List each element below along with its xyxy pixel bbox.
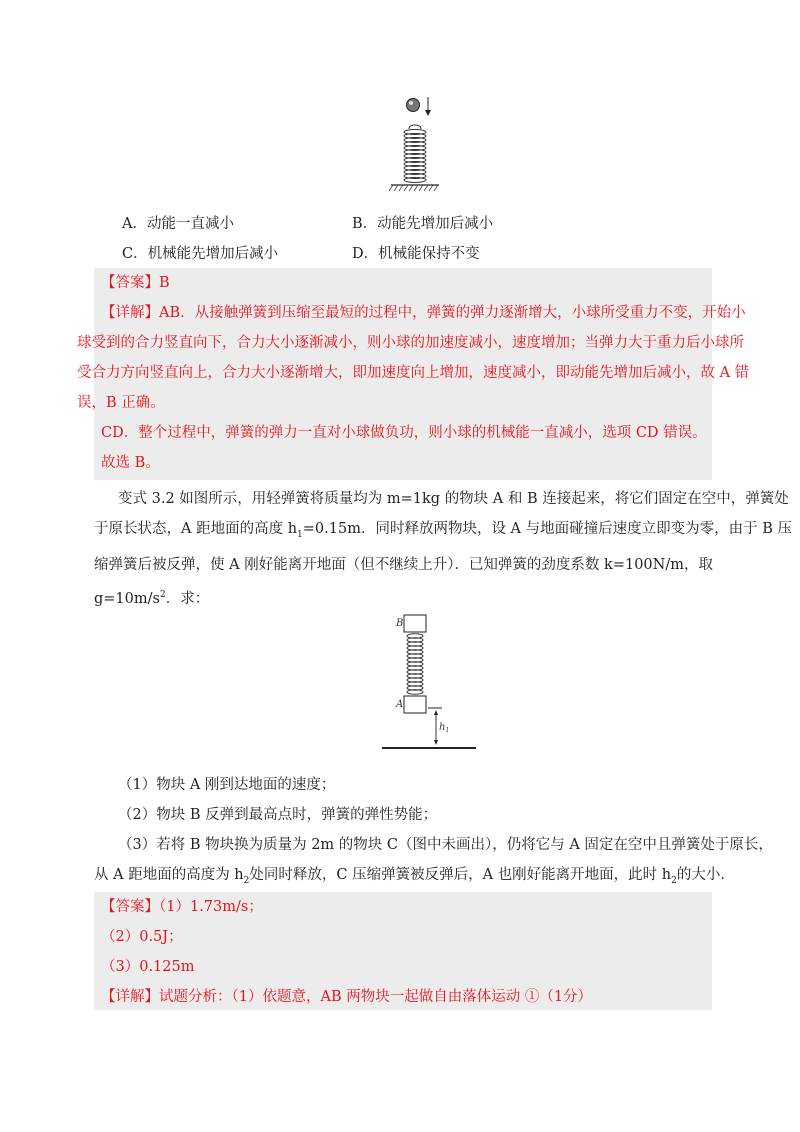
sub-question-2: （2）物块 B 反弹到最高点时，弹簧的弹性势能； bbox=[118, 807, 438, 823]
ball bbox=[407, 99, 420, 112]
block-a bbox=[404, 696, 426, 713]
detail-1-line: 受合力方向竖直向上，合力大小逐渐增大，即加速度向上增加，速度减小，即动能先增加后减小，故 A 错 bbox=[77, 365, 750, 381]
label-b: B bbox=[396, 618, 404, 629]
detail-1-line: CD．整个过程中，弹簧的弹力一直对小球做负功，则小球的机械能一直减小，选项 CD 错误。 bbox=[101, 425, 707, 441]
answer-1-label: 【答案】B bbox=[101, 275, 170, 291]
detail-1-line: 误，B 正确。 bbox=[77, 395, 165, 411]
sub-question-3-line-2: 从 A 距地面的高度为 $h_2$处同时释放，C 压缩弹簧被反弹后，A 也刚好能离开地面，此时 $h_2$的大小． bbox=[94, 867, 735, 886]
question-2-stem bbox=[94, 484, 793, 614]
sub-question-1: （1）物块 A 刚到达地面的速度； bbox=[118, 777, 336, 793]
sub-question-3-line-1: （3）若将 B 物块换为质量为 2m 的物块 C（图中未画出），仍将它与 A 固定在空中且弹簧处于原长， bbox=[118, 837, 773, 853]
stem-line-3: 缩弹簧后被反弹，使 A 刚好能离开地面（但不继续上升）．已知弹簧的劲度系数 k=100N/m，取 bbox=[94, 556, 713, 573]
spring bbox=[404, 125, 426, 183]
answer-2-line-3: （3）0.125m bbox=[101, 959, 195, 975]
detail-1-line: 【详解】AB．从接触弹簧到压缩至最短的过程中，弹簧的弹力逐渐增大，小球所受重力不变，开始小 bbox=[101, 305, 746, 321]
option-a: A．动能一直减小 bbox=[122, 216, 234, 232]
option-d: D．机械能保持不变 bbox=[352, 246, 480, 262]
label-a: A bbox=[396, 699, 404, 710]
stem-line-2: 于原长状态，A 距地面的高度 $h_1=0.15m$．同时释放两物块，设 A 与地面碰撞后速度立即变为零，由于 B 压 bbox=[94, 521, 793, 540]
spring-2 bbox=[407, 634, 423, 694]
block-spring-figure bbox=[380, 612, 480, 758]
label-h: $h_1$ bbox=[439, 722, 450, 734]
detail-1 bbox=[77, 298, 750, 478]
detail-1-line: 球受到的合力竖直向下，合力大小逐渐减小，则小球的加速度减小，速度增加；当弹力大于重力后小球所 bbox=[77, 335, 744, 351]
option-c: C．机械能先增加后减小 bbox=[122, 246, 279, 262]
answer-2 bbox=[101, 892, 592, 1012]
ball-spring-figure bbox=[385, 92, 445, 197]
stem-line-1: 变式 3.2 如图所示，用轻弹簧将质量均为 m=1kg 的物块 A 和 B 连接起来，将它们固定在空中，弹簧处 bbox=[118, 491, 789, 507]
detail-1-line: 故选 B。 bbox=[101, 455, 160, 471]
question-2-subs bbox=[94, 770, 773, 896]
option-b: B．动能先增加后减小 bbox=[352, 216, 494, 232]
answer-2-line-2: （2）0.5J； bbox=[101, 929, 183, 945]
detail-2: 【详解】试题分析：（1）依题意，AB 两物块一起做自由落体运动 ①（1分） bbox=[101, 989, 593, 1005]
answer-2-line-1: 【答案】（1）1.73m/s； bbox=[101, 899, 263, 915]
stem-line-4: $g=10m/s^2$．求： bbox=[94, 589, 210, 607]
answer-1 bbox=[101, 268, 170, 298]
block-b bbox=[404, 615, 426, 632]
